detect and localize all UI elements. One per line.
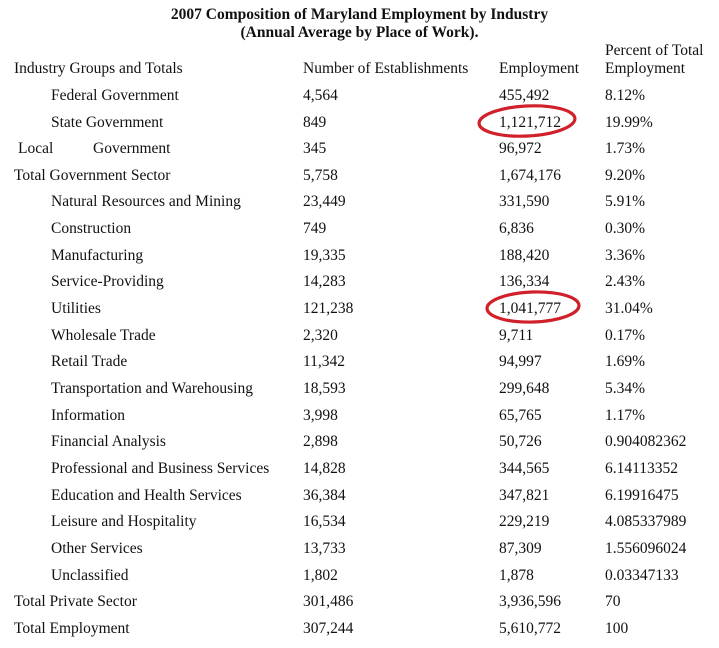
row-name: Total Private Sector — [14, 593, 137, 610]
row-name: Construction — [51, 220, 132, 237]
row-percent: 70 — [605, 593, 621, 610]
row-name: Retail Trade — [51, 353, 128, 370]
row-establishments: 121,238 — [303, 300, 354, 317]
row-establishments: 3,998 — [303, 407, 338, 424]
header-industry: Industry Groups and Totals — [14, 60, 183, 77]
row-employment: 1,121,712 — [499, 114, 561, 131]
row-percent: 5.91% — [605, 193, 646, 210]
row-establishments: 345 — [303, 140, 327, 157]
row-name: Service-Providing — [51, 273, 164, 290]
header-establishments: Number of Establishments — [303, 60, 469, 77]
row-establishments: 5,758 — [303, 167, 338, 184]
table-row-transportation — [0, 379, 719, 405]
row-name: Manufacturing — [51, 247, 144, 264]
header-percent-line-1: Percent of Total — [605, 42, 704, 59]
row-establishments: 23,449 — [303, 193, 346, 210]
row-percent: 0.03347133 — [605, 567, 679, 584]
row-name: State Government — [51, 114, 164, 131]
row-name: Wholesale Trade — [51, 327, 156, 344]
row-name: Professional and Business Services — [51, 460, 270, 477]
row-employment: 1,878 — [499, 567, 534, 584]
row-percent: 3.36% — [605, 247, 646, 264]
row-percent: 1.17% — [605, 407, 646, 424]
table-row-wholesale-trade — [0, 326, 719, 352]
row-percent: 2.43% — [605, 273, 646, 290]
table-title-line-1: 2007 Composition of Maryland Employment by Industry — [170, 6, 549, 23]
row-percent: 6.19916475 — [605, 487, 679, 504]
row-employment: 1,674,176 — [499, 167, 561, 184]
row-establishments: 14,283 — [303, 273, 346, 290]
row-name: Financial Analysis — [51, 433, 166, 450]
row-name: Total Employment — [14, 620, 130, 637]
row-employment: 299,648 — [499, 380, 550, 397]
row-employment: 9,711 — [499, 327, 534, 344]
row-name-part-1: Local — [18, 140, 54, 157]
row-name: Transportation and Warehousing — [51, 380, 253, 397]
row-percent: 4.085337989 — [605, 513, 687, 530]
table-row-total-private-sector — [0, 592, 719, 618]
table-row-construction — [0, 219, 719, 245]
row-establishments: 18,593 — [303, 380, 346, 397]
row-employment: 347,821 — [499, 487, 550, 504]
header-percent-line-2: Employment — [605, 60, 686, 77]
row-percent: 6.14113352 — [605, 460, 679, 477]
row-percent: 0.30% — [605, 220, 646, 237]
row-employment: 344,565 — [499, 460, 550, 477]
table-row-state-government — [0, 113, 719, 139]
row-establishments: 36,384 — [303, 487, 346, 504]
table-row-unclassified — [0, 566, 719, 592]
row-establishments: 849 — [303, 114, 327, 131]
row-employment: 6,836 — [499, 220, 534, 237]
row-employment: 50,726 — [499, 433, 542, 450]
header-employment: Employment — [499, 60, 580, 77]
row-establishments: 16,534 — [303, 513, 346, 530]
row-establishments: 1,802 — [303, 567, 338, 584]
row-percent: 8.12% — [605, 87, 646, 104]
row-percent: 19.99% — [605, 114, 653, 131]
row-employment: 229,219 — [499, 513, 550, 530]
table-row-service-providing — [0, 272, 719, 298]
table-row-local-government — [0, 139, 719, 165]
row-establishments: 2,898 — [303, 433, 338, 450]
row-name: Leisure and Hospitality — [51, 513, 197, 530]
table-title-line-2: (Annual Average by Place of Work). — [240, 24, 479, 41]
row-name: Natural Resources and Mining — [51, 193, 241, 210]
table-row-leisure-hospitality — [0, 512, 719, 538]
row-establishments: 19,335 — [303, 247, 346, 264]
row-name: Utilities — [51, 300, 101, 317]
row-employment: 3,936,596 — [499, 593, 561, 610]
table-row-total-employment — [0, 619, 719, 645]
row-percent: 0.904082362 — [605, 433, 687, 450]
table-row-financial-analysis — [0, 432, 719, 458]
row-employment: 65,765 — [499, 407, 542, 424]
table-row-natural-resources — [0, 192, 719, 218]
row-name: Federal Government — [51, 87, 179, 104]
row-name-part-2: Government — [93, 140, 171, 157]
row-percent: 31.04% — [605, 300, 653, 317]
row-employment: 87,309 — [499, 540, 542, 557]
row-name: Total Government Sector — [14, 167, 171, 184]
row-percent: 9.20% — [605, 167, 646, 184]
table-row-retail-trade — [0, 352, 719, 378]
row-percent: 1.556096024 — [605, 540, 687, 557]
row-percent: 0.17% — [605, 327, 646, 344]
row-name: Unclassified — [51, 567, 129, 584]
row-establishments: 13,733 — [303, 540, 346, 557]
row-establishments: 14,828 — [303, 460, 346, 477]
row-employment: 5,610,772 — [499, 620, 561, 637]
table-row-manufacturing — [0, 246, 719, 272]
table-row-professional-business — [0, 459, 719, 485]
row-employment: 1,041,777 — [499, 300, 561, 317]
row-percent: 5.34% — [605, 380, 646, 397]
row-percent: 1.69% — [605, 353, 646, 370]
table-row-total-government-sector — [0, 166, 719, 192]
row-employment: 188,420 — [499, 247, 550, 264]
table-row-information — [0, 406, 719, 432]
row-employment: 136,334 — [499, 273, 550, 290]
row-percent: 100 — [605, 620, 629, 637]
row-establishments: 2,320 — [303, 327, 338, 344]
row-establishments: 301,486 — [303, 593, 354, 610]
row-employment: 94,997 — [499, 353, 542, 370]
row-establishments: 749 — [303, 220, 327, 237]
table-row-other-services — [0, 539, 719, 565]
row-name: Other Services — [51, 540, 143, 557]
row-employment: 331,590 — [499, 193, 550, 210]
row-employment: 455,492 — [499, 87, 550, 104]
row-establishments: 307,244 — [303, 620, 354, 637]
row-name: Information — [51, 407, 126, 424]
row-establishments: 11,342 — [303, 353, 346, 370]
row-establishments: 4,564 — [303, 87, 338, 104]
table-row-utilities — [0, 299, 719, 325]
table-row-education-health — [0, 486, 719, 512]
row-name: Education and Health Services — [51, 487, 242, 504]
row-percent: 1.73% — [605, 140, 646, 157]
table-row-federal-government — [0, 86, 719, 112]
row-employment: 96,972 — [499, 140, 542, 157]
